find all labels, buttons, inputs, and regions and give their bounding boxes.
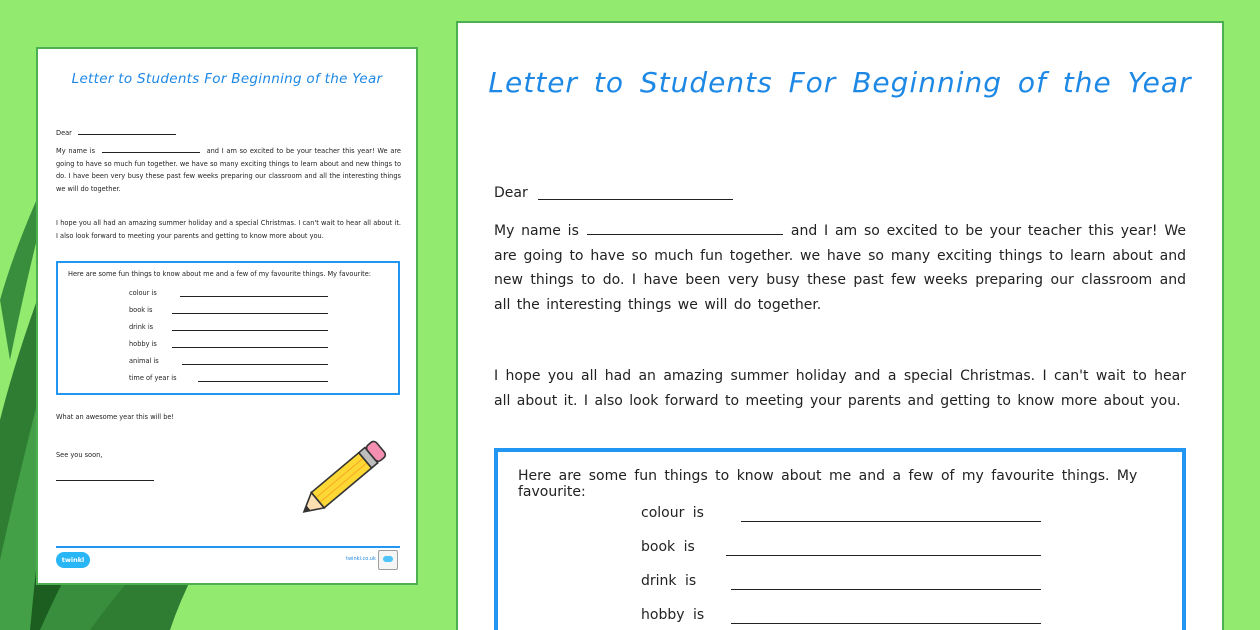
teacher-name-blank[interactable] <box>587 225 783 235</box>
thumbnail-fav-blank <box>182 364 328 365</box>
salutation: Dear <box>494 185 528 201</box>
footer-url: twinkl.co.uk <box>346 556 376 562</box>
para1-rest: and I am so excited to be your teacher this year! We are going to have so much fun together. we have so many exciting things to learn about and new things to do. I have been very busy these past few weeks preparing our classroom and all the interesting things we will do together. <box>494 223 1186 313</box>
thumbnail-fav-label: book is <box>129 306 153 314</box>
paragraph-2: I hope you all had an amazing summer holiday and a special Christmas. I can't wait to hear all about it. I also look forward to meeting your parents and getting to know more about you. <box>494 368 1186 409</box>
thumbnail-signature-blank <box>56 480 154 481</box>
thumbnail-box-intro: Here are some fun things to know about me and a few of my favourite things. My favourite: <box>68 270 372 278</box>
favourite-label: hobby is <box>641 607 705 623</box>
favourite-book-blank[interactable] <box>726 555 1041 556</box>
thumbnail-fav-label: hobby is <box>129 340 157 348</box>
thumbnail-name-blank <box>78 129 176 135</box>
paragraph-1 <box>494 219 1186 317</box>
thumbnail-para1-rest: and I am so excited to be your teacher this year! We are going to have so much fun together. we have so many exciting things to learn about and new things to do. I have been very busy these past few weeks preparing our classroom and all the interesting things we will do together. <box>56 147 401 193</box>
page-title: Letter to Students For Beginning of the Year <box>488 66 1192 99</box>
worksheet-thumbnail[interactable] <box>36 47 418 585</box>
para1-start: My name is <box>494 223 579 239</box>
favourite-drink-blank[interactable] <box>731 589 1041 590</box>
thumbnail-fav-blank <box>172 330 328 331</box>
thumbnail-para1-start: My name is <box>56 147 96 155</box>
thumbnail-closing-1: What an awesome year this will be! <box>56 413 175 421</box>
badge-icon <box>378 550 398 570</box>
favourite-colour-blank[interactable] <box>741 521 1041 522</box>
thumbnail-fav-blank <box>198 381 328 382</box>
thumbnail-paragraph-1 <box>56 145 401 195</box>
favourite-label: drink is <box>641 573 697 589</box>
thumbnail-fav-label: colour is <box>129 289 157 297</box>
thumbnail-fav-label: animal is <box>129 357 159 365</box>
student-name-blank[interactable] <box>538 199 733 200</box>
favourite-hobby-blank[interactable] <box>731 623 1041 624</box>
thumbnail-fav-blank <box>172 313 328 314</box>
thumbnail-salutation: Dear <box>56 129 72 137</box>
thumbnail-fav-label: time of year is <box>129 374 177 382</box>
thumbnail-closing-2: See you soon, <box>56 451 103 459</box>
pencil-icon <box>288 429 398 529</box>
thumbnail-fav-blank <box>180 296 328 297</box>
thumbnail-fav-label: drink is <box>129 323 154 331</box>
thumbnail-salutation-row <box>56 127 401 140</box>
thumbnail-fav-blank <box>172 347 328 348</box>
favourite-label: book is <box>641 539 695 555</box>
thumbnail-footer <box>56 546 400 572</box>
worksheet-zoomed <box>456 21 1224 630</box>
thumbnail-teacher-name-blank <box>102 147 200 153</box>
thumbnail-favourites-box <box>56 261 400 395</box>
thumbnail-paragraph-2: I hope you all had an amazing summer holiday and a special Christmas. I can't wait to hear all about it. I also look forward to meeting your parents and getting to know more about you. <box>56 219 401 240</box>
thumbnail-title: Letter to Students For Beginning of the Year <box>71 71 383 87</box>
favourites-intro: Here are some fun things to know about me and a few of my favourite things. My favourite: <box>518 468 1138 500</box>
favourite-label: colour is <box>641 505 704 521</box>
twinkl-logo: twinkl <box>56 552 90 568</box>
favourites-box <box>494 448 1186 630</box>
